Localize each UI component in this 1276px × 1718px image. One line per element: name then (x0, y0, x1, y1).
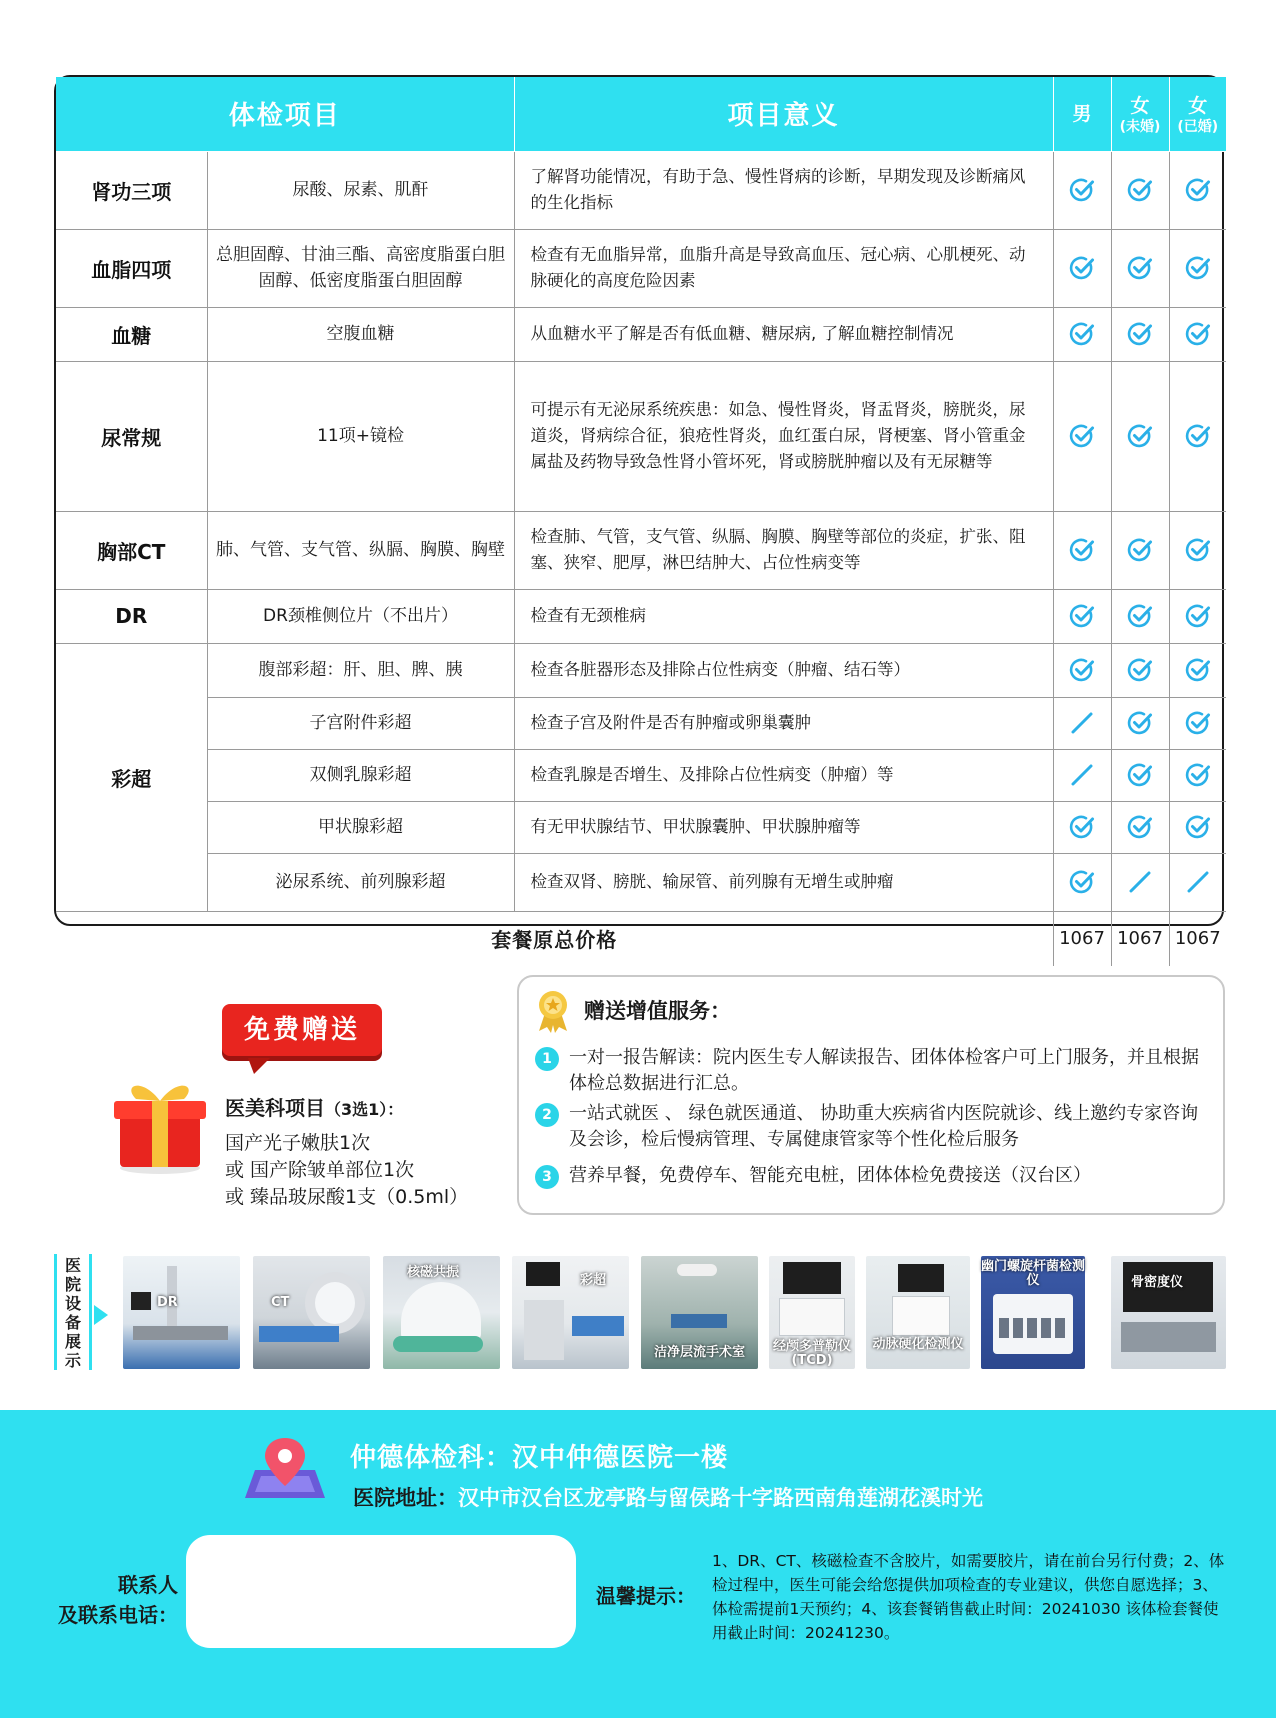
table-row (56, 749, 1226, 801)
exam-item-cell: DR颈椎侧位片（不出片） (207, 589, 514, 643)
check-icon (1185, 426, 1211, 445)
applicability-cell-female-married (1169, 643, 1226, 697)
applicability-cell-female-unmarried (1111, 229, 1169, 307)
meaning-cell: 检查肺、气管，支气管、纵膈、胸膜、胸壁等部位的炎症，扩张、阻塞、狭窄、肥厚，淋巴结肿大、占位性病变等 (514, 511, 1053, 589)
applicability-cell-male (1053, 511, 1111, 589)
applicability-cell-female-married (1169, 697, 1226, 749)
applicability-cell-female-unmarried (1111, 853, 1169, 911)
meaning-cell: 有无甲状腺结节、甲状腺囊肿、甲状腺肿瘤等 (514, 801, 1053, 853)
check-icon (1127, 817, 1153, 836)
table-row (56, 697, 1226, 749)
equipment-label-text: 医院设备展示 (65, 1256, 82, 1370)
tip-text: 1、DR、CT、核磁检查不含胶片，如需要胶片，请在前台另行付费；2、体检过程中，医生可能会给您提供加项检查的专业建议，供您自愿选择；3、体检需提前1天预约；4、该套餐销售截止时间：20241030 该体检套餐使用截止时间：20241230。 (712, 1552, 1225, 1642)
header-female-unmarried (1111, 77, 1169, 151)
medal-icon (533, 989, 573, 1033)
table-row (56, 511, 1226, 589)
check-icon (1127, 426, 1153, 445)
check-icon (1069, 324, 1095, 343)
check-icon (1127, 765, 1153, 784)
medical-beauty-title-note: （3选1）： (325, 1100, 404, 1119)
tip-label: 温馨提示： (596, 1584, 696, 1608)
check-icon (1185, 765, 1211, 784)
applicability-cell-male (1053, 307, 1111, 361)
price-female-married: 1067 (1169, 911, 1226, 966)
check-icon (1069, 872, 1095, 891)
applicability-cell-female-unmarried (1111, 151, 1169, 229)
check-icon (1127, 540, 1153, 559)
meaning-cell: 了解肾功能情况，有助于急、慢性肾病的诊断，早期发现及诊断痛风的生化指标 (514, 151, 1053, 229)
check-icon (1069, 660, 1095, 679)
check-icon (1185, 324, 1211, 343)
applicability-cell-female-unmarried (1111, 801, 1169, 853)
applicability-cell-female-married (1169, 511, 1226, 589)
address-text: 汉中市汉台区龙亭路与留侯路十字路西南角莲湖花溪时光 (458, 1486, 983, 1510)
hospital-address (353, 1482, 983, 1512)
check-icon (1127, 606, 1153, 625)
service-number-badge: 1 (535, 1047, 559, 1071)
medical-beauty-option: 国产光子嫩肤1次 (225, 1132, 371, 1154)
exam-item-cell: 11项+镜检 (207, 361, 514, 511)
applicability-cell-male (1053, 853, 1111, 911)
check-icon (1127, 324, 1153, 343)
header-female-married (1169, 77, 1226, 151)
applicability-cell-female-married (1169, 801, 1226, 853)
header-meaning: 项目意义 (514, 77, 1053, 151)
exam-item-cell: 双侧乳腺彩超 (207, 749, 514, 801)
service-item (542, 1045, 1205, 1097)
exam-item-cell: 总胆固醇、甘油三酯、高密度脂蛋白胆固醇、低密度脂蛋白胆固醇 (207, 229, 514, 307)
department-location: 仲德体检科：汉中仲德医院一楼 (350, 1443, 729, 1473)
applicability-cell-male (1053, 361, 1111, 511)
applicability-cell-female-married (1169, 589, 1226, 643)
exam-item-cell: 甲状腺彩超 (207, 801, 514, 853)
price-female-unmarried: 1067 (1111, 911, 1169, 966)
applicability-cell-male (1053, 697, 1111, 749)
total-price-row (56, 911, 1226, 966)
exam-table (54, 75, 1224, 953)
category-cell: 血糖 (56, 307, 207, 361)
contact-label-line: 联系人 (118, 1573, 178, 1597)
applicability-cell-female-married (1169, 307, 1226, 361)
arrow-right-icon (94, 1305, 108, 1325)
check-icon (1185, 540, 1211, 559)
header-female-married-label: 女 (1188, 94, 1208, 117)
check-icon (1185, 660, 1211, 679)
service-item-text: 一对一报告解读：院内医生专人解读报告、团体体检客户可上门服务，并且根据体检总数据进行汇总。 (569, 1047, 1199, 1094)
meaning-cell: 可提示有无泌尿系统疾患：如急、慢性肾炎，肾盂肾炎，膀胱炎，尿道炎，肾病综合征，狼疮性肾炎，血红蛋白尿，肾梗塞、肾小管重金属盐及药物导致急性肾小管坏死，肾或膀胱肿瘤以及有无尿糖等 (514, 361, 1053, 511)
table-row (56, 643, 1226, 697)
applicability-cell-female-married (1169, 151, 1226, 229)
equipment-photo-dr (123, 1256, 240, 1369)
check-icon (1069, 540, 1095, 559)
medical-beauty-options (225, 1130, 468, 1211)
equipment-photo-hp-detector (981, 1256, 1085, 1369)
contact-label-line: 及联系电话： (58, 1603, 178, 1627)
equipment-caption: 洁净层流手术室 (653, 1345, 745, 1360)
service-number-badge: 2 (535, 1103, 559, 1127)
medical-beauty-option: 或 臻品玻尿酸1支（0.5ml） (225, 1186, 469, 1208)
check-icon (1127, 713, 1153, 732)
equipment-photo-tcd (769, 1256, 855, 1369)
category-cell: 血脂四项 (56, 229, 207, 307)
equipment-caption: 核磁共振 (407, 1265, 460, 1280)
service-item (542, 1101, 1205, 1153)
slash-icon (1127, 872, 1153, 891)
exam-item-cell: 腹部彩超：肝、胆、脾、胰 (207, 643, 514, 697)
equipment-label (54, 1254, 92, 1370)
equipment-caption: CT (271, 1295, 290, 1310)
equipment-caption: 骨密度仪 (1131, 1275, 1184, 1290)
check-icon (1069, 258, 1095, 277)
meaning-cell: 检查子宫及附件是否有肿瘤或卵巢囊肿 (514, 697, 1053, 749)
check-icon (1127, 180, 1153, 199)
applicability-cell-female-married (1169, 749, 1226, 801)
category-cell: 胸部CT (56, 511, 207, 589)
equipment-caption: 彩超 (580, 1273, 607, 1288)
equipment-photo-operating-room (641, 1256, 758, 1369)
exam-item-cell: 子宫附件彩超 (207, 697, 514, 749)
table-row (56, 361, 1226, 511)
table-row (56, 589, 1226, 643)
check-icon (1069, 426, 1095, 445)
check-icon (1185, 817, 1211, 836)
service-number-badge: 3 (535, 1165, 559, 1189)
medical-beauty-title-text: 医美科项目 (225, 1096, 325, 1120)
total-price-label: 套餐原总价格 (56, 911, 1053, 966)
equipment-caption: 幽门螺旋杆菌检测仪 (981, 1259, 1086, 1288)
header-female-married-sub: (已婚) (1177, 118, 1219, 135)
applicability-cell-male (1053, 801, 1111, 853)
applicability-cell-female-unmarried (1111, 361, 1169, 511)
check-icon (1185, 180, 1211, 199)
category-cell: DR (56, 589, 207, 643)
applicability-cell-female-married (1169, 853, 1226, 911)
table-row (56, 151, 1226, 229)
location-pin-icon (243, 1436, 327, 1502)
header-female-unmarried-sub: (未婚) (1119, 118, 1161, 135)
table-row (56, 307, 1226, 361)
exam-item-cell: 泌尿系统、前列腺彩超 (207, 853, 514, 911)
exam-item-cell: 空腹血糖 (207, 307, 514, 361)
equipment-photo-ct (253, 1256, 370, 1369)
slash-icon (1185, 872, 1211, 891)
applicability-cell-female-unmarried (1111, 697, 1169, 749)
applicability-cell-male (1053, 749, 1111, 801)
service-item-text: 营养早餐，免费停车、智能充电桩，团体体检免费接送（汉台区） (569, 1165, 1091, 1186)
value-added-service-panel (517, 975, 1225, 1215)
check-icon (1069, 817, 1095, 836)
exam-item-cell: 尿酸、尿素、肌酐 (207, 151, 514, 229)
contact-label (48, 1570, 178, 1630)
applicability-cell-male (1053, 589, 1111, 643)
applicability-cell-female-unmarried (1111, 643, 1169, 697)
medical-beauty-title (225, 1092, 403, 1121)
exam-item-cell: 肺、气管、支气管、纵膈、胸膜、胸壁 (207, 511, 514, 589)
free-gift-badge: 免费赠送 (222, 1004, 382, 1056)
service-title: 赠送增值服务： (584, 999, 731, 1023)
applicability-cell-male (1053, 643, 1111, 697)
equipment-caption: DR (157, 1295, 178, 1310)
applicability-cell-female-unmarried (1111, 589, 1169, 643)
applicability-cell-male (1053, 151, 1111, 229)
equipment-photo-arteriosclerosis (866, 1256, 970, 1369)
check-icon (1127, 258, 1153, 277)
applicability-cell-female-married (1169, 361, 1226, 511)
applicability-cell-female-unmarried (1111, 511, 1169, 589)
table-row (56, 229, 1226, 307)
table-row (56, 801, 1226, 853)
applicability-cell-male (1053, 229, 1111, 307)
check-icon (1127, 660, 1153, 679)
price-male: 1067 (1053, 911, 1111, 966)
slash-icon (1069, 765, 1095, 784)
header-male (1053, 77, 1111, 151)
address-label: 医院地址： (353, 1486, 458, 1510)
slash-icon (1069, 713, 1095, 732)
header-exam-item: 体检项目 (56, 77, 514, 151)
check-icon (1185, 606, 1211, 625)
applicability-cell-female-married (1169, 229, 1226, 307)
service-item (542, 1163, 1205, 1189)
gift-box-icon (112, 1075, 207, 1175)
category-cell: 肾功三项 (56, 151, 207, 229)
applicability-cell-female-unmarried (1111, 307, 1169, 361)
medical-beauty-option: 或 国产除皱单部位1次 (225, 1159, 415, 1181)
equipment-photo-mri (383, 1256, 500, 1369)
meaning-cell: 检查有无血脂异常，血脂升高是导致高血压、冠心病、心肌梗死、动脉硬化的高度危险因素 (514, 229, 1053, 307)
meaning-cell: 检查乳腺是否增生、及排除占位性病变（肿瘤）等 (514, 749, 1053, 801)
equipment-photo-bone-density (1111, 1256, 1226, 1369)
meaning-cell: 从血糖水平了解是否有低血糖、糖尿病, 了解血糖控制情况 (514, 307, 1053, 361)
meaning-cell: 检查各脏器形态及排除占位性病变（肿瘤、结石等） (514, 643, 1053, 697)
exam-grid (56, 77, 1226, 966)
table-row (56, 853, 1226, 911)
equipment-photo-ultrasound (512, 1256, 629, 1369)
service-item-text: 一站式就医 、 绿色就医通道、 协助重大疾病省内医院就诊、线上邀约专家咨询及会诊，检后慢病管理、专属健康管家等个性化检后服务 (569, 1103, 1199, 1150)
applicability-cell-female-unmarried (1111, 749, 1169, 801)
check-icon (1069, 180, 1095, 199)
category-cell: 彩超 (56, 643, 207, 911)
contact-input-box[interactable] (186, 1535, 576, 1648)
check-icon (1069, 606, 1095, 625)
check-icon (1185, 713, 1211, 732)
equipment-caption: 经颅多普勒仪(TCD) (772, 1339, 851, 1368)
meaning-cell: 检查有无颈椎病 (514, 589, 1053, 643)
header-female-unmarried-label: 女 (1130, 94, 1150, 117)
equipment-caption: 动脉硬化检测仪 (872, 1337, 964, 1352)
meaning-cell: 检查双肾、膀胱、输尿管、前列腺有无增生或肿瘤 (514, 853, 1053, 911)
category-cell: 尿常规 (56, 361, 207, 511)
check-icon (1185, 258, 1211, 277)
header-male-label: 男 (1072, 102, 1092, 125)
